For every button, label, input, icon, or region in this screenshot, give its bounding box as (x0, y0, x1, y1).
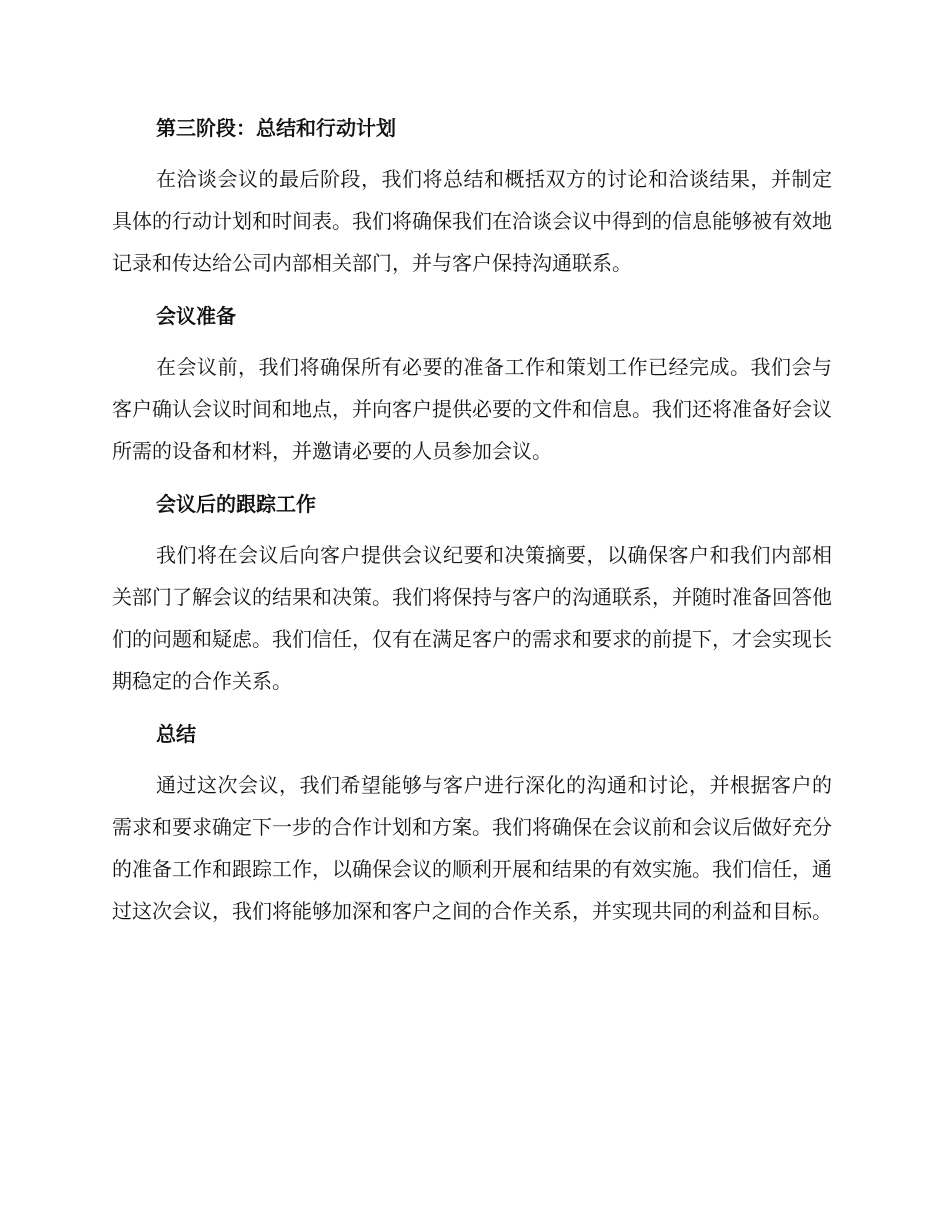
section-heading-meeting-prep: 会议准备 (156, 304, 236, 328)
section-paragraph-follow-up: 我们将在会议后向客户提供会议纪要和决策摘要，以确保客户和我们内部相关部门了解会议的结果和决策。我们将保持与客户的沟通联系，并随时准备回答他们的问题和疑虑。我们信任，仅有在满足客户的需求和要求的前提下，才会实现长期稳定的合作关系。 (112, 543, 832, 693)
section-heading-summary: 总结 (156, 722, 196, 746)
section-paragraph-meeting-prep: 在会议前，我们将确保所有必要的准备工作和策划工作已经完成。我们会与客户确认会议时间和地点，并向客户提供必要的文件和信息。我们还将准备好会议所需的设备和材料，并邀请必要的人员参加会议。 (112, 355, 832, 463)
section-heading-stage-three: 第三阶段：总结和行动计划 (156, 116, 396, 140)
section-paragraph-summary: 通过这次会议，我们希望能够与客户进行深化的沟通和讨论，并根据客户的需求和要求确定下一步的合作计划和方案。我们将确保在会议前和会议后做好充分的准备工作和跟踪工作，以确保会议的顺利开展和结果的有效实施。我们信任，通过这次会议，我们将能够加深和客户之间的合作关系，并实现共同的利益和目标。 (112, 773, 832, 923)
section-heading-follow-up: 会议后的跟踪工作 (156, 492, 316, 516)
document-body (112, 108, 832, 944)
section-paragraph-stage-three: 在洽谈会议的最后阶段，我们将总结和概括双方的讨论和洽谈结果，并制定具体的行动计划和时间表。我们将确保我们在洽谈会议中得到的信息能够被有效地记录和传达给公司内部相关部门，并与客户保持沟通联系。 (112, 167, 832, 275)
